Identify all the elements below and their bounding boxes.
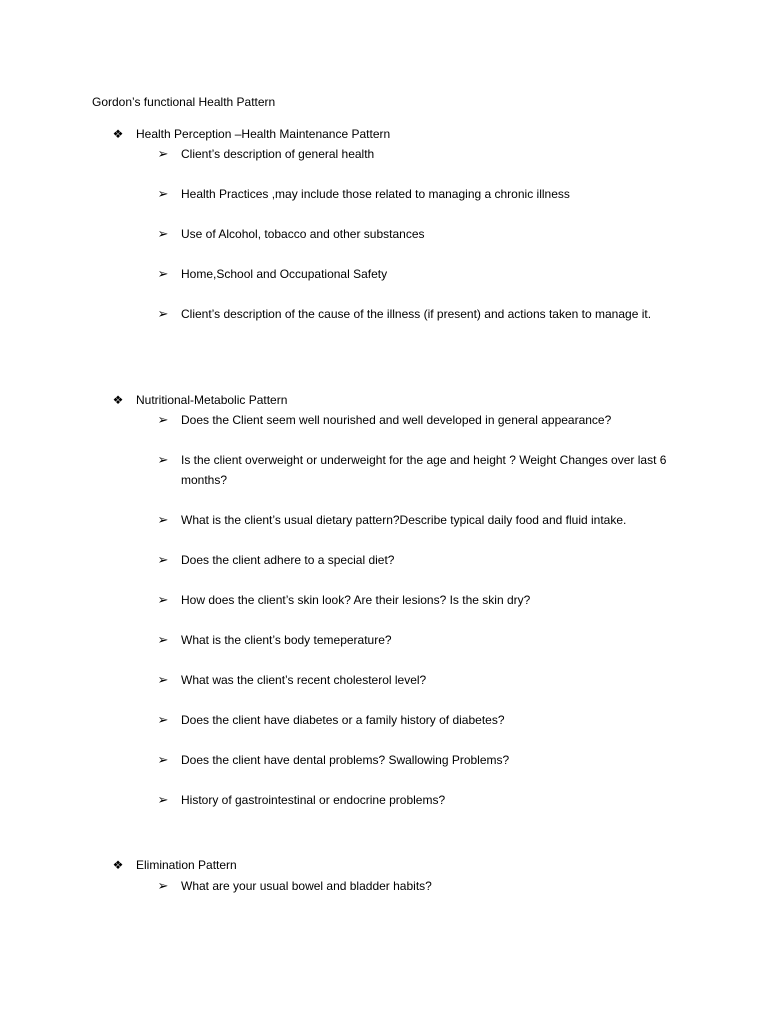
list-item: What was the client’s recent cholesterol level? [181,673,427,687]
list-item: Does the client have diabetes or a family history of diabetes? [181,713,505,727]
item-bullet-icon: ➢ [157,266,169,281]
list-item: Use of Alcohol, tobacco and other substances [181,227,425,241]
section-heading-health-perception: Health Perception –Health Maintenance Pattern [136,127,391,141]
section-heading-elimination: Elimination Pattern [136,858,237,872]
list-item: How does the client’s skin look? Are their lesions? Is the skin dry? [181,593,531,607]
item-bullet-icon: ➢ [157,712,169,727]
section-bullet-icon: ❖ [112,127,124,141]
document-title: Gordon’s functional Health Pattern [92,95,276,109]
item-bullet-icon: ➢ [157,592,169,607]
list-item: Home,School and Occupational Safety [181,267,388,281]
list-item: Client’s description of the cause of the illness (if present) and actions taken to manage it. [181,307,652,321]
item-bullet-icon: ➢ [157,792,169,807]
item-bullet-icon: ➢ [157,512,169,527]
list-item: History of gastrointestinal or endocrine problems? [181,793,446,807]
item-bullet-icon: ➢ [157,752,169,767]
list-item: Does the Client seem well nourished and well developed in general appearance? [181,413,612,427]
list-item: What is the client’s usual dietary pattern?Describe typical daily food and fluid intake. [181,513,627,527]
list-item: Health Practices ,may include those related to managing a chronic illness [181,187,570,201]
item-bullet-icon: ➢ [157,306,169,321]
list-item: What is the client’s body temeperature? [181,633,392,647]
list-item: Is the client overweight or underweight for the age and height ? Weight Changes over last 6 months? [181,453,667,487]
section-bullet-icon: ❖ [112,393,124,407]
item-bullet-icon: ➢ [157,146,169,161]
list-item: Client’s description of general health [181,147,375,161]
section-bullet-icon: ❖ [112,858,124,872]
item-bullet-icon: ➢ [157,672,169,687]
item-bullet-icon: ➢ [157,632,169,647]
item-bullet-icon: ➢ [157,226,169,241]
item-bullet-icon: ➢ [157,878,169,893]
item-bullet-icon: ➢ [157,552,169,567]
section-heading-nutritional-metabolic: Nutritional-Metabolic Pattern [136,393,288,407]
item-bullet-icon: ➢ [157,412,169,427]
item-bullet-icon: ➢ [157,452,169,467]
list-item: What are your usual bowel and bladder habits? [181,879,432,893]
list-item: Does the client adhere to a special diet? [181,553,395,567]
list-item: Does the client have dental problems? Swallowing Problems? [181,753,510,767]
item-bullet-icon: ➢ [157,186,169,201]
